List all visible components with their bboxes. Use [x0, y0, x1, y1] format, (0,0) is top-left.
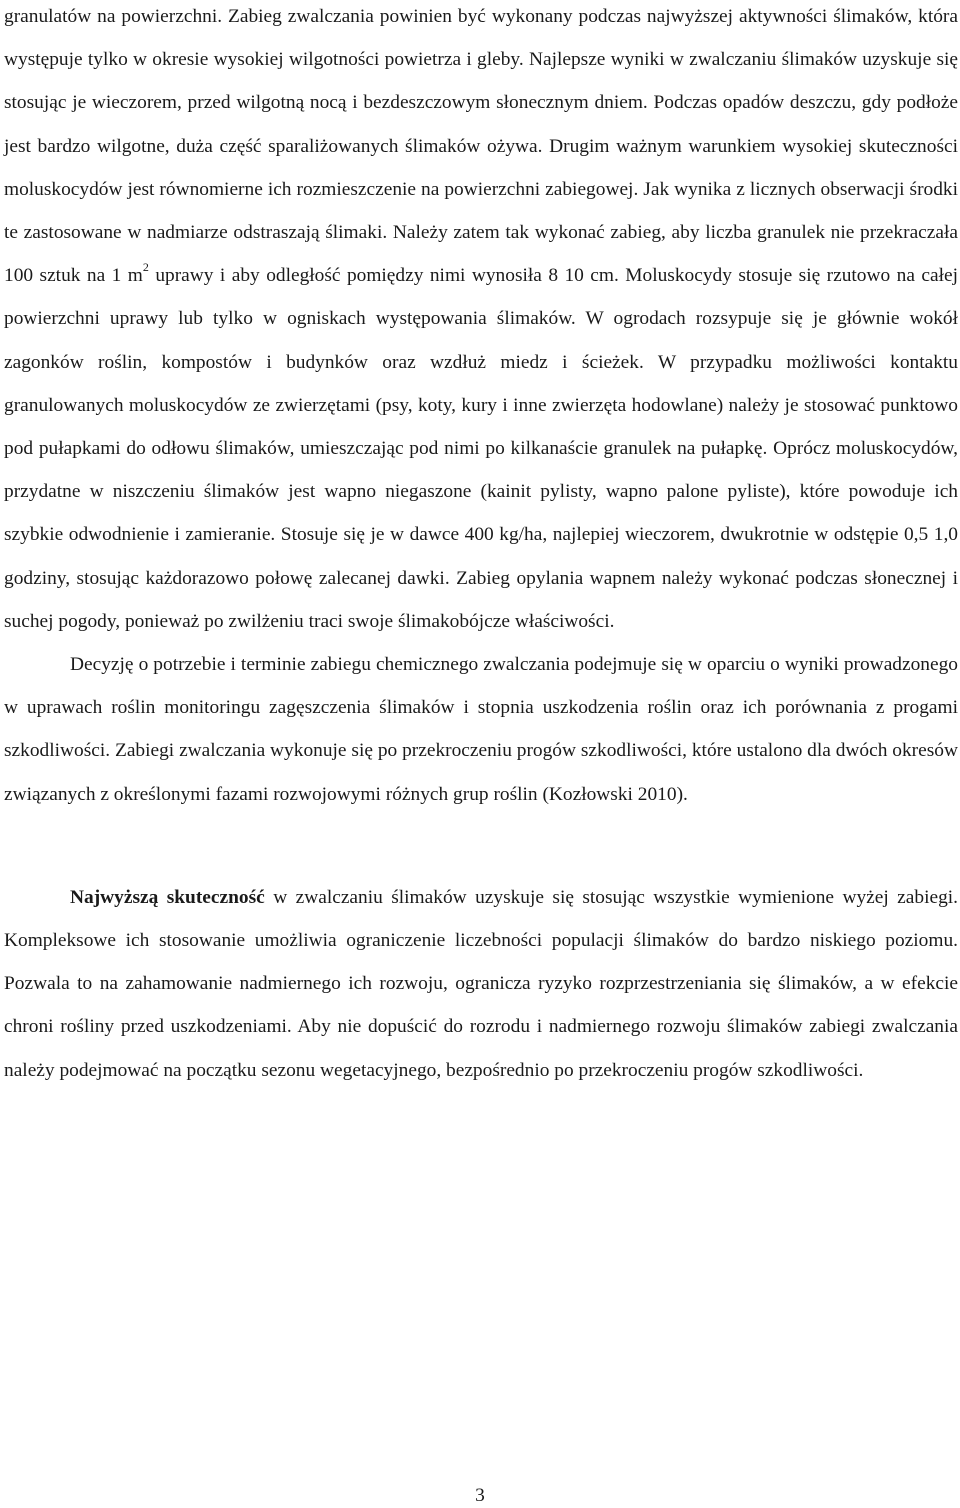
paragraph-effectiveness	[4, 876, 958, 1092]
paragraph-control-methods	[4, 0, 958, 643]
superscript-unit: 2	[142, 259, 149, 274]
paragraph-text: granulatów na powierzchni. Zabieg zwalczania powinien być wykonany podczas najwyższej aktywności ślimaków, która występuje tylko w okresie wysokiej wilgotności powietrza i gleby. Najlepsze wyniki w zwalczaniu ślimaków uzyskuje się stosując je wieczorem, przed wilgotną nocą i bezdeszczowym słonecznym dniem. Podczas opadów deszczu, gdy podłoże jest bardzo wilgotne, duża część sparaliżowanych ślimaków ożywa. Drugim ważnym warunkiem wysokiej skuteczności moluskocydów jest równomierne ich rozmieszczenie na powierzchni zabiegowej. Jak wynika z licznych obserwacji środki te zastosowane w nadmiarze odstraszają ślimaki. Należy zatem tak wykonać zabieg, aby liczba granulek nie przekraczała 100 sztuk na 1 m	[4, 6, 958, 287]
page-number: 3	[475, 1485, 485, 1506]
paragraph-text: w zwalczaniu ślimaków uzyskuje się stosując wszystkie wymienione wyżej zabiegi. Kompleksowe ich stosowanie umożliwia ograniczenie liczebności populacji ślimaków do bardzo niskiego poziomu. Pozwala to na zahamowanie nadmiernego ich rozwoju, ogranicza ryzyko rozprzestrzeniania się ślimaków, a w efekcie chroni rośliny przed uszkodzeniami. Aby nie dopuścić do rozrodu i nadmiernego rozwoju ślimaków zabiegi zwalczania należy podejmować na początku sezonu wegetacyjnego, bezpośrednio po przekroczeniu progów szkodliwości.	[4, 886, 959, 1081]
bold-phrase: Najwyższą skuteczność	[70, 886, 265, 908]
paragraph-decision-thresholds	[4, 643, 958, 816]
paragraph-text: Decyzję o potrzebie i terminie zabiegu chemicznego zwalczania podejmuje się w oparciu o wyniki prowadzonego w uprawach roślin monitoringu zagęszczenia ślimaków i stopnia uszkodzenia roślin oraz ich porównania z progami szkodliwości. Zabiegi zwalczania wykonuje się po przekroczeniu progów szkodliwości, które ustalono dla dwóch okresów związanych z określonymi fazami rozwojowymi różnych grup roślin (Kozłowski 2010).	[4, 654, 958, 805]
document-page	[4, 0, 958, 1092]
paragraph-text-continued: uprawy i aby odległość pomiędzy nimi wynosiła 8 10 cm. Moluskocydy stosuje się rzutowo na całej powierzchni uprawy lub tylko w ogniskach występowania ślimaków. W ogrodach rozsypuje się je głównie wokół zagonków roślin, kompostów i budynków oraz wzdłuż miedz i ścieżek. W przypadku możliwości kontaktu granulowanych moluskocydów ze zwierzętami (psy, koty, kury i inne zwierzęta hodowlane) należy je stosować punktowo pod pułapkami do odłowu ślimaków, umieszczając pod nimi po kilkanaście granulek na pułapkę. Oprócz moluskocydów, przydatne w niszczeniu ślimaków jest wapno niegaszone (kainit pylisty, wapno palone pyliste), które powoduje ich szybkie odwodnienie i zamieranie. Stosuje się je w dawce 400 kg/ha, najlepiej wieczorem, dwukrotnie w odstępie 0,5 1,0 godziny, stosując każdorazowo połowę zalecanej dawki. Zabieg opylania wapnem należy wykonać podczas słonecznej i suchej pogody, ponieważ po zwilżeniu traci swoje ślimakobójcze właściwości.	[4, 265, 958, 632]
